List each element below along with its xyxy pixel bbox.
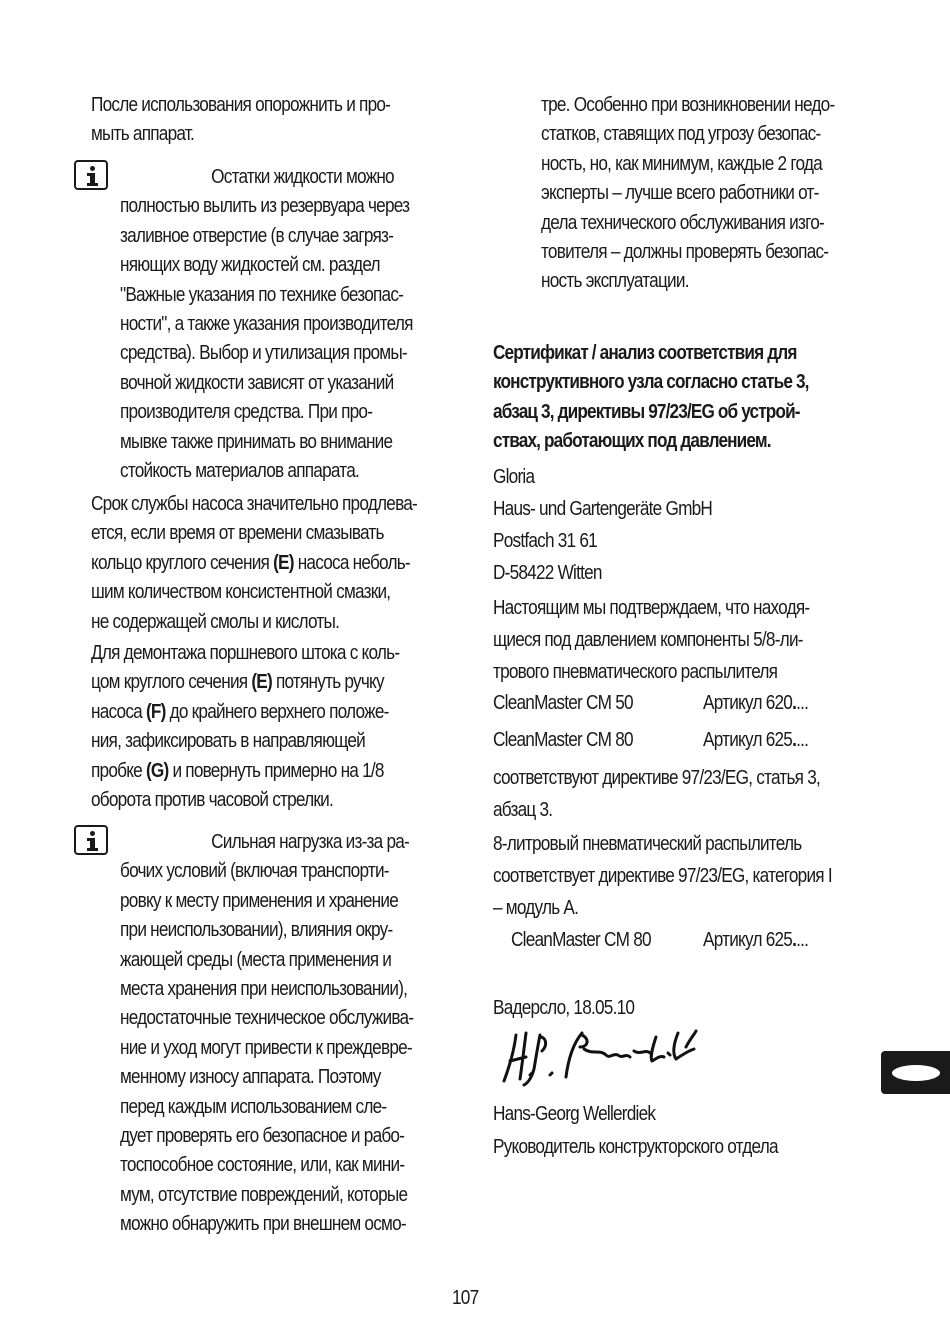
text-line: мум, отсутствие повреждений, которые xyxy=(120,1183,408,1206)
heading-line: Сертификат / анализ соответствия для xyxy=(493,342,797,364)
text-line: ется, если время от времени смазывать xyxy=(91,522,384,545)
product-model: CleanMaster CM 50 xyxy=(493,692,633,714)
text-line: ность, но, как минимум, каждые 2 года xyxy=(541,152,822,175)
text-line: товителя – должны проверять безопас- xyxy=(541,240,829,263)
language-tab-marker xyxy=(881,1051,950,1094)
heading-line: конструктивного узла согласно статье 3, xyxy=(493,371,809,394)
heading-line: абзац 3, директивы 97/23/EG об устрой- xyxy=(493,400,800,423)
text-line: ние и уход могут привести к преждевре- xyxy=(120,1036,412,1059)
product-model: CleanMaster CM 80 xyxy=(493,729,633,751)
page-number: 107 xyxy=(452,1287,479,1309)
text-line: полностью вылить из резервуара через xyxy=(120,195,410,218)
text-line: жающей среды (места применения и xyxy=(120,948,392,971)
text-line: заливное отверстие (в случае загряз- xyxy=(120,224,394,247)
paragraph-after-use xyxy=(91,91,390,150)
text-line: статков, ставящих под угрозу безопас- xyxy=(541,123,821,146)
text-line: тоспособное состояние, или, как мини- xyxy=(120,1154,405,1177)
part-ref-f: (F) xyxy=(145,700,166,723)
paragraph-continuation xyxy=(541,91,834,297)
text-line: места хранения при неиспользовании), xyxy=(120,977,408,1000)
product-row xyxy=(493,726,633,755)
part-ref-e: (E) xyxy=(251,671,272,694)
signer-name: Hans-Georg Wellerdiek xyxy=(493,1103,656,1125)
text-line: Сильная нагрузка из-за ра- xyxy=(211,831,409,853)
product-article: Артикул 620.... xyxy=(703,692,809,714)
text-line: производителя средства. При про- xyxy=(120,401,373,424)
part-ref-g: (G) xyxy=(145,759,169,782)
text-line: "Важные указания по технике безопас- xyxy=(120,283,404,306)
text-line: оборота против часовой стрелки. xyxy=(91,788,334,811)
product-article: Артикул 625.... xyxy=(703,929,809,951)
text-line: мыть аппарат. xyxy=(91,123,195,146)
text-line: насоса (F) до крайнего верхнего положе- xyxy=(91,700,389,723)
text-line: соответствует директиве 97/23/EG, категория I xyxy=(493,865,832,887)
text-line: бочих условий (включая транспорти- xyxy=(120,860,389,883)
text-line: мывке также принимать во внимание xyxy=(120,430,393,453)
heading-line: ствах, работающих под давлением. xyxy=(493,430,771,453)
compliance-text-1 xyxy=(493,762,820,826)
info-icon xyxy=(74,825,108,855)
text-line: няющих воду жидкостей см. раздел xyxy=(120,254,380,277)
text-line: ность эксплуатации. xyxy=(541,270,689,293)
address-line: Postfach 31 61 xyxy=(493,530,597,552)
place-date: Вадерсло, 18.05.10 xyxy=(493,997,635,1019)
text-line: дела технического обслуживания изго- xyxy=(541,211,824,234)
product-article: Артикул 625.... xyxy=(703,729,809,751)
text-line: при неиспользовании), влияния окру- xyxy=(120,919,393,942)
text-line: Настоящим мы подтверждаем, что находя- xyxy=(493,597,810,619)
text-line: ровку к месту применения и хранение xyxy=(120,889,399,912)
part-ref-e: (E) xyxy=(273,551,294,574)
text-line: недостаточные техническое обслужива- xyxy=(120,1007,414,1030)
address-line: Gloria xyxy=(493,466,535,488)
product-row xyxy=(493,689,633,718)
text-line: кольцо круглого сечения (E) насоса неболь- xyxy=(91,551,410,574)
note-residual-liquid xyxy=(120,163,413,486)
text-line: ния, зафиксировать в направляющей xyxy=(91,730,366,753)
text-line: пробке (G) и повернуть примерно на 1/8 xyxy=(91,759,384,782)
text-line: не содержащей смолы и кислоты. xyxy=(91,610,340,633)
info-icon xyxy=(74,160,108,190)
address-line: D-58422 Witten xyxy=(493,562,602,584)
text-line: Остатки жидкости можно xyxy=(211,166,394,188)
note-heavy-load xyxy=(120,828,413,1239)
compliance-text-2 xyxy=(493,828,832,924)
text-line: ности", а также указания производителя xyxy=(120,312,413,335)
text-line: 8-литровый пневматический распылитель xyxy=(493,833,802,855)
confirmation-text xyxy=(493,592,809,688)
text-line: шим количеством консистентной смазки, xyxy=(91,581,391,604)
text-line: цом круглого сечения (E) потянуть ручку xyxy=(91,671,384,694)
paragraph-pump-lubrication xyxy=(91,490,417,637)
tab-oval-icon xyxy=(892,1065,940,1081)
signature xyxy=(500,1025,700,1087)
text-line: абзац 3. xyxy=(493,799,553,821)
text-line: дует проверять его безопасное и рабо- xyxy=(120,1124,405,1147)
text-line: щиеся под давлением компоненты 5/8-ли- xyxy=(493,629,803,651)
text-line: Срок службы насоса значительно продлева- xyxy=(91,493,417,515)
signer-title: Руководитель конструкторского отдела xyxy=(493,1136,778,1158)
manufacturer-address xyxy=(493,461,712,589)
text-line: средства). Выбор и утилизация промы- xyxy=(120,342,407,365)
text-line: трового пневматического распылителя xyxy=(493,661,778,683)
text-line: перед каждым использованием сле- xyxy=(120,1095,387,1118)
text-line: тре. Особенно при возникновении недо- xyxy=(541,94,835,116)
certificate-heading xyxy=(493,339,809,457)
text-line: эксперты – лучше всего работники от- xyxy=(541,182,819,205)
text-line: Для демонтажа поршневого штока с коль- xyxy=(91,642,400,664)
text-line: вочной жидкости зависят от указаний xyxy=(120,371,394,394)
paragraph-piston-removal xyxy=(91,639,399,815)
text-line: менному износу аппарата. Поэтому xyxy=(120,1066,381,1089)
text-line: соответствуют директиве 97/23/EG, статья 3, xyxy=(493,767,821,789)
address-line: Haus- und Gartengeräte GmbH xyxy=(493,498,713,520)
text-line: После использования опорожнить и про- xyxy=(91,94,391,116)
text-line: стойкость материалов аппарата. xyxy=(120,459,359,482)
product-model: CleanMaster CM 80 xyxy=(511,929,651,951)
text-line: – модуль A. xyxy=(493,897,579,919)
text-line: можно обнаружить при внешнем осмо- xyxy=(120,1213,406,1236)
product-row xyxy=(511,926,651,955)
